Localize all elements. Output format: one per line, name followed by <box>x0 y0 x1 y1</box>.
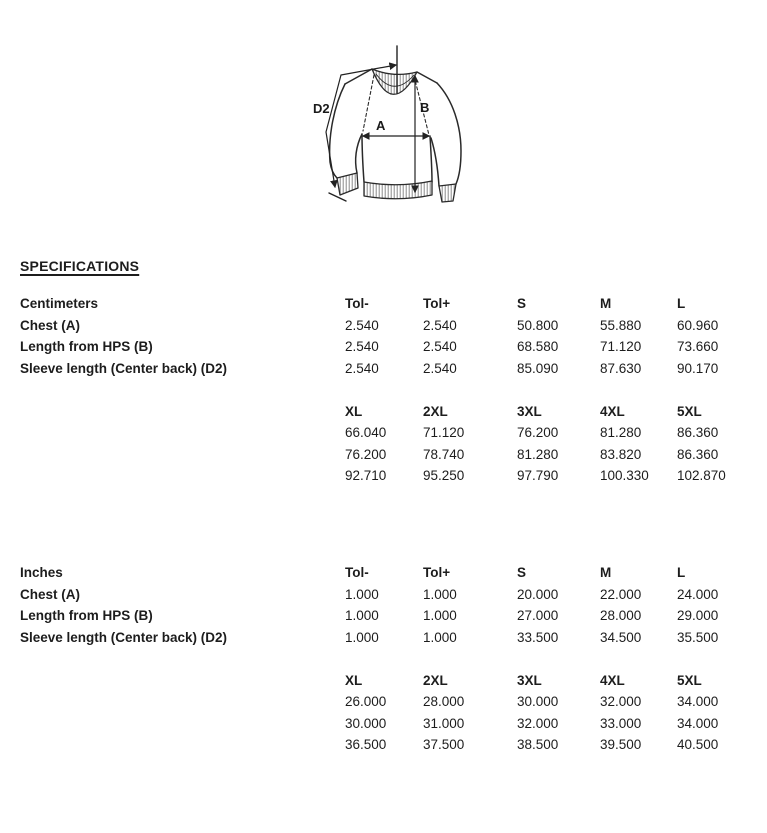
cell-value: 2.540 <box>345 339 379 354</box>
col-header: Tol- <box>345 296 369 311</box>
col-header: XL <box>345 403 363 419</box>
empty-label <box>20 691 345 713</box>
cell-value: 76.200 <box>345 446 387 462</box>
cell-value: 60.960 <box>677 317 719 333</box>
col-header: 4XL <box>600 672 625 688</box>
right-sleeve <box>431 83 461 186</box>
cell-value: 86.360 <box>677 446 719 462</box>
col-header: XL <box>345 672 363 688</box>
diagram-label-b: B <box>420 100 430 115</box>
cell-value: 1.000 <box>345 629 379 645</box>
diagram-label-d2: D2 <box>313 101 330 116</box>
cell-value: 92.710 <box>345 468 387 483</box>
cell-value: 102.870 <box>677 468 726 483</box>
cell-value: 34.000 <box>677 694 719 709</box>
cell-value: 97.790 <box>517 468 559 483</box>
cell-value: 27.000 <box>517 608 559 623</box>
cell-value: 26.000 <box>345 694 387 709</box>
unit-label: Inches <box>20 565 63 580</box>
cell-value: 28.000 <box>600 608 642 623</box>
cell-value: 38.500 <box>517 737 559 752</box>
size-table-inches-xl-5xl <box>20 670 757 756</box>
col-header: Tol+ <box>423 565 451 580</box>
col-header: Tol+ <box>423 296 451 311</box>
cell-value: 78.740 <box>423 446 465 462</box>
cell-value: 81.280 <box>517 446 559 462</box>
cell-value: 39.500 <box>600 737 642 752</box>
cell-value: 35.500 <box>677 629 719 645</box>
cell-value: 83.820 <box>600 446 642 462</box>
cell-value: 73.660 <box>677 339 719 354</box>
empty-label <box>20 670 345 692</box>
spec-section-inches <box>20 562 757 756</box>
cell-value: 28.000 <box>423 694 465 709</box>
cell-value: 95.250 <box>423 468 465 483</box>
cell-value: 32.000 <box>517 715 559 731</box>
right-cuff-rib <box>439 184 456 202</box>
col-header: M <box>600 296 612 311</box>
empty-label <box>20 465 345 487</box>
cell-value: 1.000 <box>345 608 379 623</box>
col-header: M <box>600 565 612 580</box>
col-header: L <box>677 296 686 311</box>
sweatshirt-line-art <box>300 36 480 243</box>
cell-value: 2.540 <box>345 317 379 333</box>
col-header: 4XL <box>600 403 625 419</box>
cell-value: 33.500 <box>517 629 559 645</box>
cell-value: 34.000 <box>677 715 719 731</box>
col-header: 3XL <box>517 403 542 419</box>
col-header: 2XL <box>423 403 448 419</box>
hem-rib <box>364 181 432 199</box>
row-label: Chest (A) <box>20 317 80 333</box>
cell-value: 1.000 <box>423 586 457 602</box>
cell-value: 66.040 <box>345 425 387 440</box>
row-label: Length from HPS (B) <box>20 608 153 623</box>
cell-value: 71.120 <box>600 339 642 354</box>
spec-section-centimeters <box>20 293 757 487</box>
cell-value: 22.000 <box>600 586 642 602</box>
cell-value: 31.000 <box>423 715 465 731</box>
cell-value: 85.090 <box>517 360 559 376</box>
cell-value: 32.000 <box>600 694 642 709</box>
cell-value: 36.500 <box>345 737 387 752</box>
empty-label <box>20 444 345 466</box>
cell-value: 24.000 <box>677 586 719 602</box>
cell-value: 2.540 <box>423 317 457 333</box>
row-label: Sleeve length (Center back) (D2) <box>20 360 228 376</box>
cell-value: 20.000 <box>517 586 559 602</box>
cell-value: 76.200 <box>517 425 559 440</box>
unit-label: Centimeters <box>20 296 99 311</box>
col-header: 5XL <box>677 672 702 688</box>
cell-value: 2.540 <box>423 360 457 376</box>
specifications-heading: SPECIFICATIONS <box>20 258 140 274</box>
col-header: Tol- <box>345 565 369 580</box>
cell-value: 1.000 <box>423 608 457 623</box>
cell-value: 40.500 <box>677 737 719 752</box>
cell-value: 30.000 <box>345 715 387 731</box>
cell-value: 1.000 <box>423 629 457 645</box>
sweatshirt-measurement-diagram <box>300 36 480 243</box>
cell-value: 2.540 <box>423 339 457 354</box>
row-label: Length from HPS (B) <box>20 339 153 354</box>
empty-label <box>20 713 345 735</box>
cell-value: 87.630 <box>600 360 642 376</box>
cell-value: 68.580 <box>517 339 559 354</box>
cell-value: 37.500 <box>423 737 465 752</box>
cell-value: 55.880 <box>600 317 642 333</box>
col-header: 2XL <box>423 672 448 688</box>
empty-label <box>20 401 345 423</box>
cell-value: 1.000 <box>345 586 379 602</box>
col-header: 3XL <box>517 672 542 688</box>
cell-value: 71.120 <box>423 425 465 440</box>
cell-value: 2.540 <box>345 360 379 376</box>
size-table-centimeters-xl-5xl <box>20 401 757 487</box>
empty-label <box>20 422 345 444</box>
size-table-inches-s-l <box>20 562 757 648</box>
row-label: Sleeve length (Center back) (D2) <box>20 629 228 645</box>
cell-value: 86.360 <box>677 425 719 440</box>
col-header: S <box>517 296 527 311</box>
cell-value: 34.500 <box>600 629 642 645</box>
cell-value: 30.000 <box>517 694 559 709</box>
cell-value: 81.280 <box>600 425 642 440</box>
col-header: 5XL <box>677 403 702 419</box>
cell-value: 33.000 <box>600 715 642 731</box>
size-table-centimeters-s-l <box>20 293 757 379</box>
col-header: S <box>517 565 527 580</box>
diagram-label-a: A <box>376 118 386 133</box>
cell-value: 90.170 <box>677 360 719 376</box>
cell-value: 100.330 <box>600 468 649 483</box>
col-header: L <box>677 565 686 580</box>
row-label: Chest (A) <box>20 586 80 602</box>
cell-value: 50.800 <box>517 317 559 333</box>
cell-value: 29.000 <box>677 608 719 623</box>
empty-label <box>20 734 345 756</box>
